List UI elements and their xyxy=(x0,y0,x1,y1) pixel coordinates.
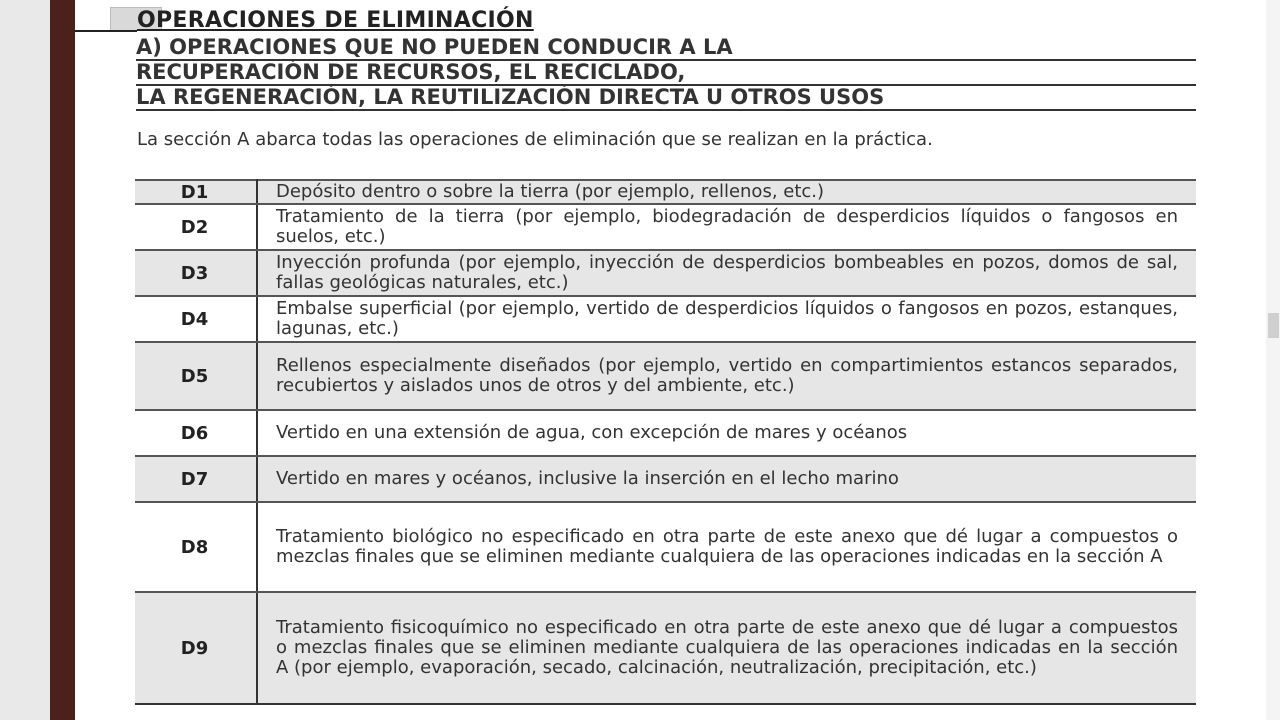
operation-description: Embalse superficial (por ejemplo, vertido de desperdicios líquidos o fangosos en pozos, estanques, lagunas, etc.) xyxy=(257,296,1196,342)
table-row xyxy=(135,250,1196,296)
operation-code: D2 xyxy=(135,204,257,250)
operation-description: Depósito dentro o sobre la tierra (por ejemplo, rellenos, etc.) xyxy=(257,180,1196,204)
operation-description: Inyección profunda (por ejemplo, inyección de desperdicios bombeables en pozos, domos de sal, fallas geológicas naturales, etc.) xyxy=(257,250,1196,296)
operation-code: D1 xyxy=(135,180,257,204)
subtitle-line: A) OPERACIONES QUE NO PUEDEN CONDUCIR A LA xyxy=(136,36,1196,61)
subtitle-line: RECUPERACIÓN DE RECURSOS, EL RECICLADO, xyxy=(136,61,1196,86)
header-rule xyxy=(75,30,137,32)
subtitle-line: LA REGENERACIÓN, LA REUTILIZACIÓN DIRECTA U OTROS USOS xyxy=(136,86,1196,111)
scrollbar-track[interactable] xyxy=(1266,0,1280,720)
slide-accent-bar xyxy=(50,0,75,720)
intro-paragraph: La sección A abarca todas las operaciones de eliminación que se realizan en la práctica. xyxy=(137,129,933,150)
table-row xyxy=(135,296,1196,342)
table-row xyxy=(135,502,1196,592)
page-title: OPERACIONES DE ELIMINACIÓN xyxy=(137,8,534,33)
table-row xyxy=(135,180,1196,204)
operation-code: D7 xyxy=(135,456,257,502)
operation-code: D6 xyxy=(135,410,257,456)
operation-description: Rellenos especialmente diseñados (por ejemplo, vertido en compartimientos estancos separados, recubiertos y aislados unos de otros y del ambiente, etc.) xyxy=(257,342,1196,410)
table-row xyxy=(135,456,1196,502)
operation-code: D9 xyxy=(135,592,257,704)
operation-code: D4 xyxy=(135,296,257,342)
left-margin xyxy=(0,0,50,720)
table-row xyxy=(135,410,1196,456)
operation-description: Tratamiento biológico no especificado en otra parte de este anexo que dé lugar a compuestos o mezclas finales que se eliminen mediante cualquiera de las operaciones indicadas en la sección A xyxy=(257,502,1196,592)
table-row xyxy=(135,592,1196,704)
operation-description: Tratamiento de la tierra (por ejemplo, biodegradación de desperdicios líquidos o fangosos en suelos, etc.) xyxy=(257,204,1196,250)
table-row xyxy=(135,204,1196,250)
operation-code: D3 xyxy=(135,250,257,296)
operation-code: D8 xyxy=(135,502,257,592)
operation-description: Vertido en una extensión de agua, con excepción de mares y océanos xyxy=(257,410,1196,456)
table-row xyxy=(135,342,1196,410)
operation-description: Vertido en mares y océanos, inclusive la inserción en el lecho marino xyxy=(257,456,1196,502)
operations-table xyxy=(135,179,1196,705)
operation-code: D5 xyxy=(135,342,257,410)
section-subtitle xyxy=(136,36,1196,111)
scrollbar-thumb[interactable] xyxy=(1268,313,1279,338)
operation-description: Tratamiento fisicoquímico no especificado en otra parte de este anexo que dé lugar a compuestos o mezclas finales que se eliminen mediante cualquiera de las operaciones indicadas en la sección A (por ejemplo, evaporación, secado, calcinación, neutralización, precipitación, etc.) xyxy=(257,592,1196,704)
